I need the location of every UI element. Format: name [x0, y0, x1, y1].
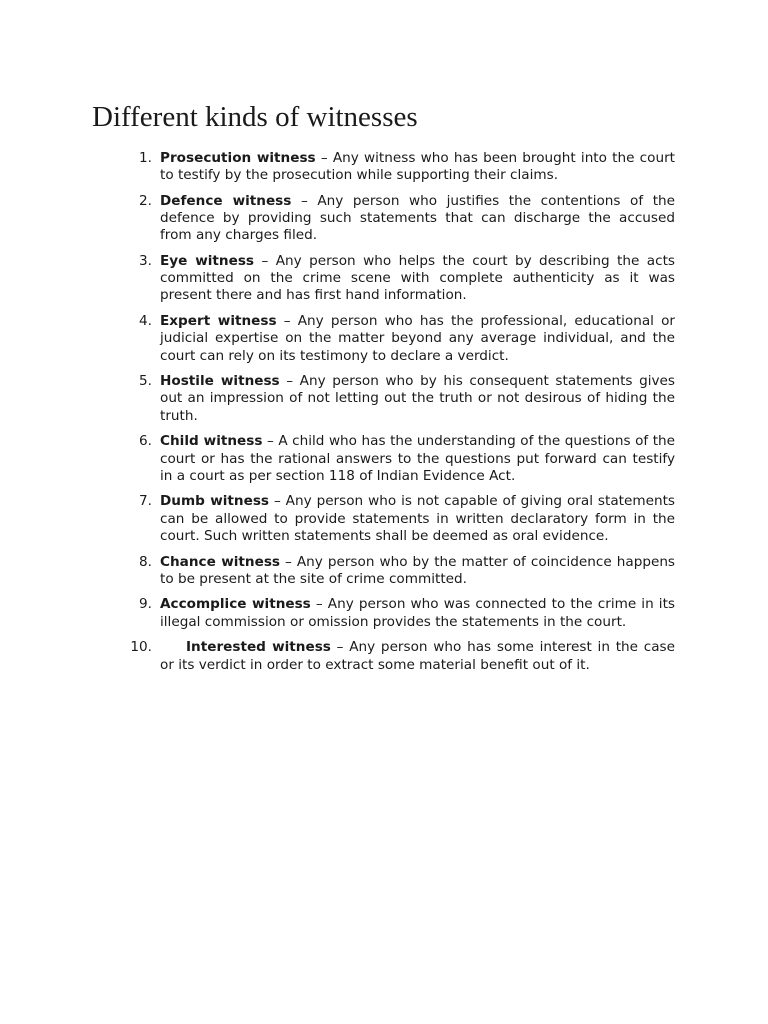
- item-number: 2.: [139, 192, 152, 209]
- list-item: [130, 433, 675, 485]
- page-title: Different kinds of witnesses: [92, 101, 418, 133]
- list-item: [130, 150, 675, 184]
- item-dash: –: [273, 493, 281, 510]
- item-term: Interested witness: [186, 639, 331, 656]
- item-dash: –: [336, 639, 344, 656]
- item-number: 5.: [139, 373, 152, 390]
- item-body: [160, 639, 675, 673]
- item-dash: –: [320, 150, 328, 166]
- item-definition: Any person who helps the court by describing the acts committed on the crime scene with complete authenticity as it was present there and has first hand information.: [160, 253, 676, 304]
- list-item: [130, 313, 675, 365]
- item-body: [160, 554, 675, 588]
- item-term: Prosecution witness: [160, 150, 316, 166]
- item-dash: –: [266, 433, 274, 450]
- item-dash: –: [285, 553, 292, 570]
- item-definition: Any person who by his consequent statements gives out an impression of not letting out the truth or not desirous of hiding the truth.: [160, 373, 676, 424]
- item-term: Defence witness: [160, 192, 292, 209]
- item-definition: Any witness who has been brought into the court to testify by the prosecution while supporting their claims.: [160, 150, 675, 184]
- list-item: [130, 253, 675, 305]
- item-term: Chance witness: [160, 553, 281, 570]
- item-term: Accomplice witness: [160, 596, 311, 613]
- item-body: [160, 313, 675, 365]
- list-item: [130, 493, 675, 545]
- item-body: [160, 150, 675, 184]
- item-number: 6.: [139, 433, 152, 450]
- item-body: [160, 193, 675, 245]
- item-definition: Any person who by the matter of coincidence happens to be present at the site of crime committed.: [160, 553, 676, 587]
- item-dash: –: [283, 313, 291, 330]
- item-definition: Any person who justifies the contentions of the defence by providing such statements that can discharge the accused from any charges filed.: [160, 192, 676, 244]
- list-item: [130, 554, 675, 588]
- item-definition: A child who has the understanding of the questions of the court or has the rational answers to the questions put forward can testify in a court as per section 118 of Indian Evidence Act.: [160, 433, 676, 484]
- item-dash: –: [315, 596, 323, 613]
- item-number: 7.: [139, 493, 152, 510]
- item-definition: Any person who has the professional, educational or judicial expertise on the matter beyond any average individual, and the court can rely on its testimony to declare a verdict.: [160, 313, 675, 364]
- item-dash: –: [300, 192, 308, 209]
- item-term: Child witness: [160, 433, 263, 450]
- item-body: [160, 493, 675, 545]
- item-number: 10.: [130, 639, 152, 656]
- item-dash: –: [286, 373, 294, 390]
- item-dash: –: [261, 253, 269, 270]
- list-item: [130, 193, 675, 245]
- item-definition: Any person who has some interest in the case or its verdict in order to extract some material benefit out of it.: [160, 639, 676, 673]
- list-item: [130, 639, 675, 673]
- witness-list: [130, 150, 675, 682]
- item-number: 4.: [139, 313, 152, 330]
- item-definition: Any person who is not capable of giving oral statements can be allowed to provide statements in written declaratory form in the court. Such written statements shall be deemed as oral evidence.: [160, 493, 675, 544]
- item-definition: Any person who was connected to the crime in its illegal commission or omission provides the statements in the court.: [160, 596, 675, 630]
- item-body: [160, 373, 675, 425]
- item-term: Eye witness: [160, 253, 255, 270]
- item-term: Expert witness: [160, 313, 277, 330]
- list-item: [130, 373, 675, 425]
- list-item: [130, 596, 675, 630]
- item-term: Dumb witness: [160, 493, 269, 510]
- item-number: 1.: [139, 150, 152, 166]
- item-number: 8.: [139, 553, 152, 570]
- item-number: 9.: [139, 596, 152, 613]
- item-body: [160, 253, 675, 305]
- item-number: 3.: [139, 253, 152, 270]
- item-term: Hostile witness: [160, 373, 280, 390]
- item-body: [160, 433, 675, 485]
- item-body: [160, 596, 675, 630]
